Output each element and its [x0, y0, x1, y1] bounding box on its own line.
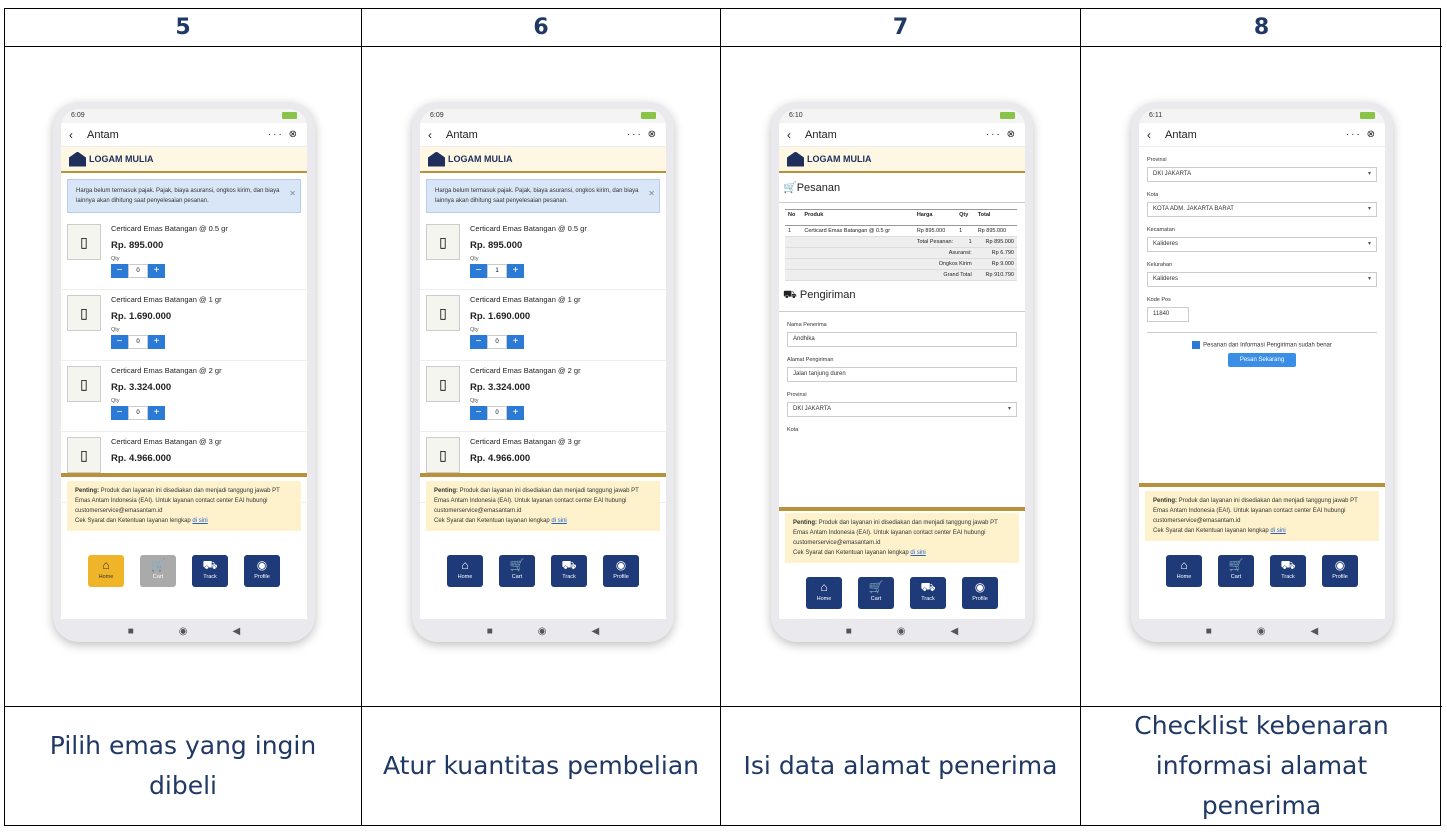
product-image: ▯ — [67, 366, 101, 402]
step-number: 7 — [721, 9, 1080, 47]
circle-icon[interactable]: ◉ — [1256, 625, 1266, 637]
truck-icon: ⛟ — [920, 580, 936, 594]
step-number: 8 — [1081, 9, 1442, 47]
home-icon: ⌂ — [461, 558, 469, 572]
truck-icon: ⛟ — [1280, 558, 1296, 572]
shipping-section-title: ⛟ Pengiriman — [779, 281, 1025, 312]
square-icon[interactable]: ■ — [486, 625, 493, 637]
nav-cart[interactable]: 🛒 Cart — [140, 555, 176, 587]
back-icon[interactable]: ‹ — [69, 127, 73, 142]
order-section-title: 🛒Pesanan — [779, 173, 1025, 203]
system-nav — [53, 620, 315, 642]
phone-screen — [420, 109, 666, 619]
minus-button[interactable]: − — [470, 264, 487, 278]
app-topbar — [1139, 123, 1385, 147]
circle-icon[interactable]: ◉ — [896, 625, 906, 637]
product-image: ▯ — [426, 224, 460, 260]
user-icon: ◉ — [615, 558, 627, 572]
back-icon[interactable]: ‹ — [787, 127, 791, 142]
phone-mockup — [1131, 102, 1393, 642]
table-row: 1 Certicard Emas Batangan @ 0.5 gr Rp 895.000 1 Rp 895.000 — [785, 226, 1017, 237]
phone-mockup — [771, 102, 1033, 642]
app-topbar — [61, 123, 307, 147]
bottom-nav — [1139, 555, 1385, 589]
nav-profile[interactable]: ◉ Profile — [1322, 555, 1358, 587]
steps-table — [4, 8, 1441, 826]
price-notice: Harga belum termasuk pajak. Pajak, biaya asuransi, ongkos kirim, dan biaya lainnya akan dihitung saat penyelesaian pesanan. ✕ — [67, 179, 301, 213]
home-icon: ⌂ — [1180, 558, 1188, 572]
step-number: 5 — [5, 9, 361, 47]
nav-profile[interactable]: ◉ Profile — [962, 577, 998, 609]
square-icon[interactable]: ■ — [1205, 625, 1212, 637]
battery-icon — [282, 112, 297, 119]
divider — [1139, 483, 1385, 487]
minus-button[interactable]: − — [111, 406, 128, 420]
logo-bar: LOGAM MULIA — [420, 147, 666, 173]
price-notice: Harga belum termasuk pajak. Pajak, biaya asuransi, ongkos kirim, dan biaya lainnya akan dihitung saat penyelesaian pesanan. ✕ — [426, 179, 660, 213]
back-triangle-icon[interactable]: ◀ — [591, 625, 600, 637]
user-icon: ◉ — [256, 558, 268, 572]
step-image-cell — [362, 47, 720, 707]
status-bar: 6:09 — [61, 109, 307, 123]
more-icon[interactable]: ··· ⊗ — [626, 129, 658, 140]
product-item: ▯ Certicard Emas Batangan @ 3 gr Rp. 4.966.000 — [61, 432, 307, 503]
cart-icon: 🛒 — [1228, 558, 1244, 572]
truck-icon: ⛟ — [783, 289, 797, 301]
step-image-cell — [721, 47, 1080, 707]
step-column — [1081, 9, 1442, 825]
product-item: ▯ Certicard Emas Batangan @ 2 gr Rp. 3.324.000 Qty − 0 + — [61, 361, 307, 432]
phone-mockup — [53, 102, 315, 642]
product-item: ▯ Certicard Emas Batangan @ 2 gr Rp. 3.324.000 Qty − 0 + — [420, 361, 666, 432]
nav-profile[interactable]: ◉ Profile — [603, 555, 639, 587]
plus-button[interactable]: + — [507, 264, 524, 278]
quantity-stepper[interactable]: − 0 + — [111, 406, 222, 420]
chevron-down-icon: ▾ — [1367, 171, 1371, 177]
plus-button[interactable]: + — [148, 335, 165, 349]
step-caption: Pilih emas yang ingin dibeli — [49, 731, 317, 800]
status-bar: 6:10 — [779, 109, 1025, 123]
cart-icon: 🛒 — [509, 558, 525, 572]
phone-mockup — [412, 102, 674, 642]
logo-icon — [69, 152, 86, 167]
app-title: Antam — [87, 128, 119, 141]
chevron-down-icon: ▾ — [1367, 276, 1371, 282]
app-title: Antam — [805, 128, 837, 141]
phone-screen — [61, 109, 307, 619]
divider — [779, 507, 1025, 511]
product-image: ▯ — [67, 224, 101, 260]
address-field[interactable]: Jalan tanjung duren — [787, 367, 1017, 382]
nav-home[interactable]: ⌂ Home — [1166, 555, 1202, 587]
plus-button[interactable]: + — [507, 406, 524, 420]
system-nav — [412, 620, 674, 642]
step-image-cell — [5, 47, 361, 707]
back-icon[interactable]: ‹ — [1147, 127, 1151, 142]
app-title: Antam — [1165, 128, 1197, 141]
back-triangle-icon[interactable]: ◀ — [950, 625, 959, 637]
battery-icon — [1360, 112, 1375, 119]
nav-cart[interactable]: 🛒 Cart — [858, 577, 894, 609]
battery-icon — [641, 112, 656, 119]
postal-code-field[interactable]: 11840 — [1147, 307, 1189, 322]
bottom-nav — [420, 555, 666, 589]
user-icon: ◉ — [974, 580, 986, 594]
system-nav — [771, 620, 1033, 642]
step-number: 6 — [362, 9, 720, 47]
product-item: ▯ Certicard Emas Batangan @ 3 gr Rp. 4.966.000 — [420, 432, 666, 503]
product-image: ▯ — [67, 437, 101, 473]
app-topbar — [779, 123, 1025, 147]
status-bar: 6:09 — [420, 109, 666, 123]
nav-home[interactable]: ⌂ Home — [88, 555, 124, 587]
divider — [420, 473, 666, 477]
product-image: ▯ — [426, 437, 460, 473]
step-image-cell — [1081, 47, 1442, 707]
logo-icon — [428, 152, 445, 167]
nav-home[interactable]: ⌂ Home — [806, 577, 842, 609]
more-icon[interactable]: ··· ⊗ — [267, 129, 299, 140]
circle-icon[interactable]: ◉ — [178, 625, 188, 637]
app-topbar — [420, 123, 666, 147]
product-item: ▯ Certicard Emas Batangan @ 0.5 gr Rp. 895.000 Qty − 0 + — [61, 219, 307, 290]
nav-cart[interactable]: 🛒 Cart — [1218, 555, 1254, 587]
important-notice: Penting: Produk dan layanan ini disediakan dan menjadi tanggung jawab PT Emas Antam Indonesia (EAI). Untuk layanan contact center EAI hubungi customerservice@emasantam.id Cek Syarat dan Ketentuan layanan lengkap di sini — [67, 481, 301, 531]
city-select[interactable]: KOTA ADM. JAKARTA BARAT ▾ — [1147, 202, 1377, 217]
plus-button[interactable]: + — [148, 264, 165, 278]
province-select[interactable]: DKI JAKARTA ▾ — [1147, 167, 1377, 182]
province-select[interactable]: DKI JAKARTA ▾ — [787, 402, 1017, 417]
quantity-stepper[interactable]: − 0 + — [111, 335, 222, 349]
app-title: Antam — [446, 128, 478, 141]
confirm-checkbox[interactable]: Pesanan dan Informasi Pengiriman sudah benar — [1139, 341, 1385, 349]
product-image: ▯ — [426, 366, 460, 402]
nav-track[interactable]: ⛟ Track — [192, 555, 228, 587]
step-column — [721, 9, 1081, 825]
plus-button[interactable]: + — [507, 335, 524, 349]
nav-track[interactable]: ⛟ Track — [910, 577, 946, 609]
nav-home[interactable]: ⌂ Home — [447, 555, 483, 587]
quantity-stepper[interactable]: − 0 + — [470, 406, 581, 420]
step-caption: Isi data alamat penerima — [743, 751, 1058, 780]
chevron-down-icon: ▾ — [1367, 241, 1371, 247]
close-icon[interactable]: ✕ — [289, 189, 296, 198]
minus-button[interactable]: − — [111, 335, 128, 349]
square-icon[interactable]: ■ — [845, 625, 852, 637]
minus-button[interactable]: − — [111, 264, 128, 278]
phone-screen: 6:11 ‹ Antam ··· ⊗ Provinsi DKI JAKARTA ▾ Kota KOTA ADM. JAKARTA BARAT ▾ Kecamatan Kalideres ▾ Kelurahan Kalideres ▾ Kode Pos 11840 Pesanan dan Informasi Pengiriman sudah benar Pesan Sekarang Penting: Produk dan layanan ini disediakan dan menjadi tanggung jawab PT Emas Antam Indonesia (EAI). Untuk layanan contact center EAI hubungi customerservice@emasantam.id Cek Syarat dan Ketentuan layanan lengkap di sini ⌂ Home 🛒 Cart ⛟ Track ◉ Profile — [1139, 109, 1385, 619]
chevron-down-icon: ▾ — [1367, 206, 1371, 212]
important-notice: Penting: Produk dan layanan ini disediakan dan menjadi tanggung jawab PT Emas Antam Indonesia (EAI). Untuk layanan contact center EAI hubungi customerservice@emasantam.id Cek Syarat dan Ketentuan layanan lengkap di sini — [426, 481, 660, 531]
cart-icon: 🛒 — [783, 182, 797, 194]
nav-track[interactable]: ⛟ Track — [551, 555, 587, 587]
home-icon: ⌂ — [820, 580, 828, 594]
product-item: ▯ Certicard Emas Batangan @ 0.5 gr Rp. 895.000 Qty − 1 + — [420, 219, 666, 290]
nav-cart[interactable]: 🛒 Cart — [499, 555, 535, 587]
more-icon[interactable]: ··· ⊗ — [985, 129, 1017, 140]
logo-icon — [787, 152, 804, 167]
square-icon[interactable]: ■ — [127, 625, 134, 637]
user-icon: ◉ — [1334, 558, 1346, 572]
product-item: ▯ Certicard Emas Batangan @ 1 gr Rp. 1.690.000 Qty − 0 + — [61, 290, 307, 361]
close-icon[interactable]: ✕ — [648, 189, 655, 198]
nav-profile[interactable]: ◉ Profile — [244, 555, 280, 587]
minus-button[interactable]: − — [470, 406, 487, 420]
quantity-stepper[interactable]: − 0 + — [470, 335, 581, 349]
logo-bar: LOGAM MULIA — [779, 147, 1025, 173]
truck-icon: ⛟ — [561, 558, 577, 572]
product-image: ▯ — [67, 295, 101, 331]
back-icon[interactable]: ‹ — [428, 127, 432, 142]
back-triangle-icon[interactable]: ◀ — [232, 625, 241, 637]
nav-track[interactable]: ⛟ Track — [1270, 555, 1306, 587]
phone-screen: 6:10 ‹ Antam ··· ⊗ LOGAM MULIA 🛒Pesanan No Produk Harga Qty Total 1 Certicard Emas Batangan @ 0.5 gr Rp 895.000 1 Rp 895.000 Total Pesanan: 1 Rp 895.000 Asuransi: Rp 6.790 Ongkos Kirim Rp 9.000 Grand Total Rp 910.790 ⛟ Pengiriman Nama Penerima Andhika Alamat Pengiriman Jalan tanjung duren Provinsi DKI JAKARTA ▾ Kota Penting: Produk dan layanan ini disediakan dan menjadi tanggung jawab PT Emas Antam Indonesia (EAI). Untuk layanan contact center EAI hubungi customerservice@emasantam.id Cek Syarat dan Ketentuan layanan lengkap di sini ⌂ Home 🛒 Cart ⛟ Track ◉ Profile — [779, 109, 1025, 619]
product-image: ▯ — [426, 295, 460, 331]
quantity-stepper[interactable]: − 0 + — [111, 264, 228, 278]
status-bar: 6:11 — [1139, 109, 1385, 123]
important-notice: Penting: Produk dan layanan ini disediakan dan menjadi tanggung jawab PT Emas Antam Indonesia (EAI). Untuk layanan contact center EAI hubungi customerservice@emasantam.id Cek Syarat dan Ketentuan layanan lengkap di sini — [785, 513, 1019, 563]
logo-bar: LOGAM MULIA — [61, 147, 307, 173]
order-now-button[interactable]: Pesan Sekarang — [1228, 353, 1296, 367]
bottom-nav — [61, 555, 307, 589]
step-column — [5, 9, 362, 825]
step-column — [362, 9, 721, 825]
cart-icon: 🛒 — [868, 580, 884, 594]
important-notice: Penting: Produk dan layanan ini disediakan dan menjadi tanggung jawab PT Emas Antam Indonesia (EAI). Untuk layanan contact center EAI hubungi customerservice@emasantam.id Cek Syarat dan Ketentuan layanan lengkap di sini — [1145, 491, 1379, 541]
chevron-down-icon: ▾ — [1007, 406, 1011, 412]
minus-button[interactable]: − — [470, 335, 487, 349]
step-caption: Atur kuantitas pembelian — [382, 751, 699, 780]
cart-icon: 🛒 — [150, 558, 166, 572]
subdistrict-select[interactable]: Kalideres ▾ — [1147, 272, 1377, 287]
recipient-field[interactable]: Andhika — [787, 332, 1017, 347]
district-select[interactable]: Kalideres ▾ — [1147, 237, 1377, 252]
home-icon: ⌂ — [102, 558, 110, 572]
step-caption: Checklist kebenaran informasi alamat penerima — [1134, 711, 1389, 820]
quantity-stepper[interactable]: − 1 + — [470, 264, 587, 278]
back-triangle-icon[interactable]: ◀ — [1310, 625, 1319, 637]
system-nav — [1131, 620, 1393, 642]
product-item: ▯ Certicard Emas Batangan @ 1 gr Rp. 1.690.000 Qty − 0 + — [420, 290, 666, 361]
battery-icon — [1000, 112, 1015, 119]
circle-icon[interactable]: ◉ — [537, 625, 547, 637]
more-icon[interactable]: ··· ⊗ — [1345, 129, 1377, 140]
truck-icon: ⛟ — [202, 558, 218, 572]
bottom-nav — [779, 577, 1025, 611]
plus-button[interactable]: + — [148, 406, 165, 420]
divider — [61, 473, 307, 477]
order-table: No Produk Harga Qty Total 1 Certicard Emas Batangan @ 0.5 gr Rp 895.000 1 Rp 895.000 Total Pesanan: 1 Rp 895.000 Asuransi: Rp 6.790 Ongkos Kirim Rp 9.000 Grand Total Rp 910.790 — [785, 209, 1017, 281]
checkbox-icon — [1192, 341, 1200, 349]
